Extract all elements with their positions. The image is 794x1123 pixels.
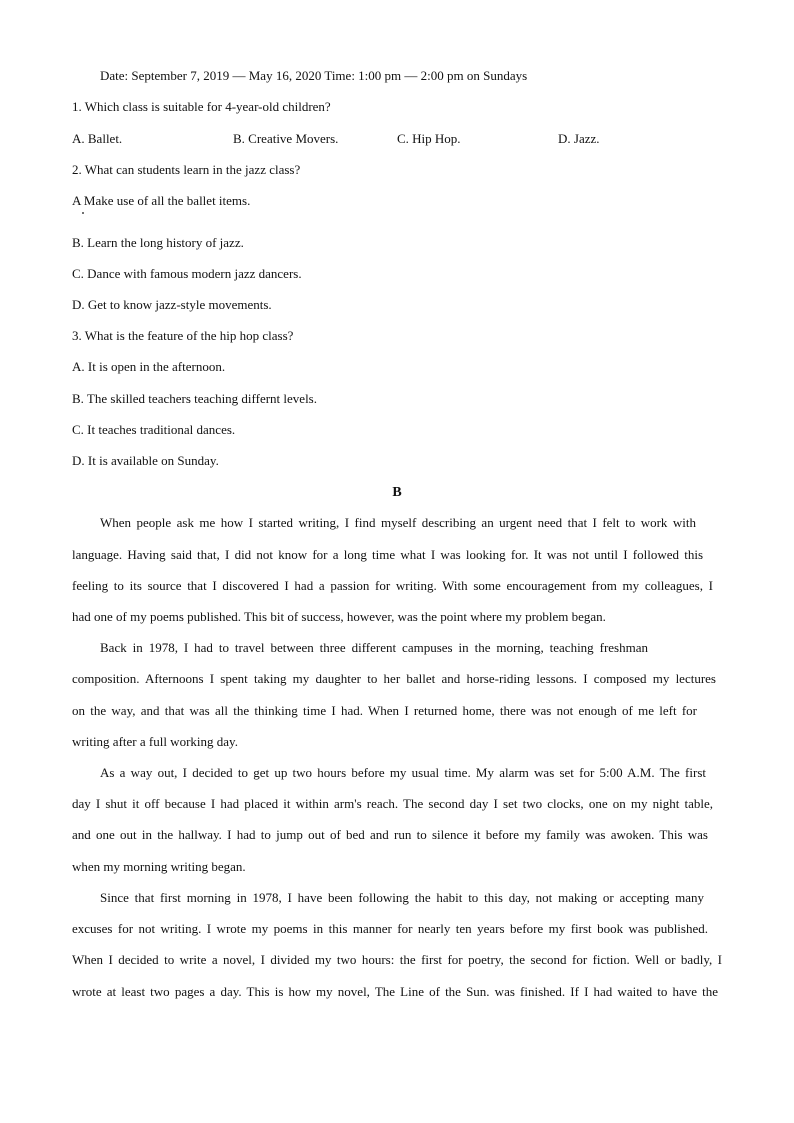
stray-mark — [82, 212, 84, 214]
q2-option-c: C. Dance with famous modern jazz dancers. — [72, 266, 302, 281]
question-3: 3. What is the feature of the hip hop class? — [72, 328, 294, 343]
q1-option-d: D. Jazz. — [558, 131, 600, 146]
q2-option-a: A Make use of all the ballet items. — [72, 193, 251, 208]
passage-line: on the way, and that was all the thinking time I had. When I returned home, there was not enough of me left for — [72, 703, 697, 718]
q3-option-c: C. It teaches traditional dances. — [72, 422, 236, 437]
passage-line: When I decided to write a novel, I divided my two hours: the first for poetry, the second for fiction. Well or badly, I — [72, 952, 722, 967]
passage-line: when my morning writing began. — [72, 859, 246, 874]
q1-option-b: B. Creative Movers. — [233, 131, 339, 146]
passage-line: feeling to its source that I discovered I had a passion for writing. With some encouragement from my colleagues, I — [72, 578, 713, 593]
passage-line: composition. Afternoons I spent taking my daughter to her ballet and horse-riding lessons. I composed my lectures — [72, 671, 716, 686]
question-1: 1. Which class is suitable for 4-year-old children? — [72, 99, 331, 114]
q3-option-d: D. It is available on Sunday. — [72, 453, 219, 468]
schedule-line: Date: September 7, 2019 — May 16, 2020 Time: 1:00 pm — 2:00 pm on Sundays — [100, 68, 528, 83]
q2-option-d: D. Get to know jazz-style movements. — [72, 297, 272, 312]
q3-option-a: A. It is open in the afternoon. — [72, 359, 226, 374]
section-heading: B — [392, 485, 402, 500]
passage-line: language. Having said that, I did not know for a long time what I was looking for. It was not until I followed this — [72, 547, 703, 562]
passage-line: As a way out, I decided to get up two hours before my usual time. My alarm was set for 5:00 A.M. The first — [100, 765, 706, 780]
q2-option-b: B. Learn the long history of jazz. — [72, 235, 244, 250]
q3-option-b: B. The skilled teachers teaching differnt levels. — [72, 391, 317, 406]
passage-line: had one of my poems published. This bit of success, however, was the point where my problem began. — [72, 609, 606, 624]
question-2: 2. What can students learn in the jazz class? — [72, 162, 301, 177]
q1-option-a: A. Ballet. — [72, 131, 123, 146]
passage-line: excuses for not writing. I wrote my poems in this manner for nearly ten years before my first book was published. — [72, 921, 708, 936]
q1-option-c: C. Hip Hop. — [397, 131, 461, 146]
passage-line: wrote at least two pages a day. This is how my novel, The Line of the Sun. was finished. If I had waited to have the — [72, 984, 718, 999]
passage-line: Since that first morning in 1978, I have been following the habit to this day, not making or accepting many — [100, 890, 704, 905]
passage-line: day I shut it off because I had placed it within arm's reach. The second day I set two clocks, one on my night table, — [72, 796, 713, 811]
passage-line: and one out in the hallway. I had to jump out of bed and run to silence it before my family was awoken. This was — [72, 827, 708, 842]
passage-line: When people ask me how I started writing, I find myself describing an urgent need that I felt to work with — [100, 515, 696, 530]
passage-line: writing after a full working day. — [72, 734, 238, 749]
passage-line: Back in 1978, I had to travel between three different campuses in the morning, teaching freshman — [100, 640, 648, 655]
